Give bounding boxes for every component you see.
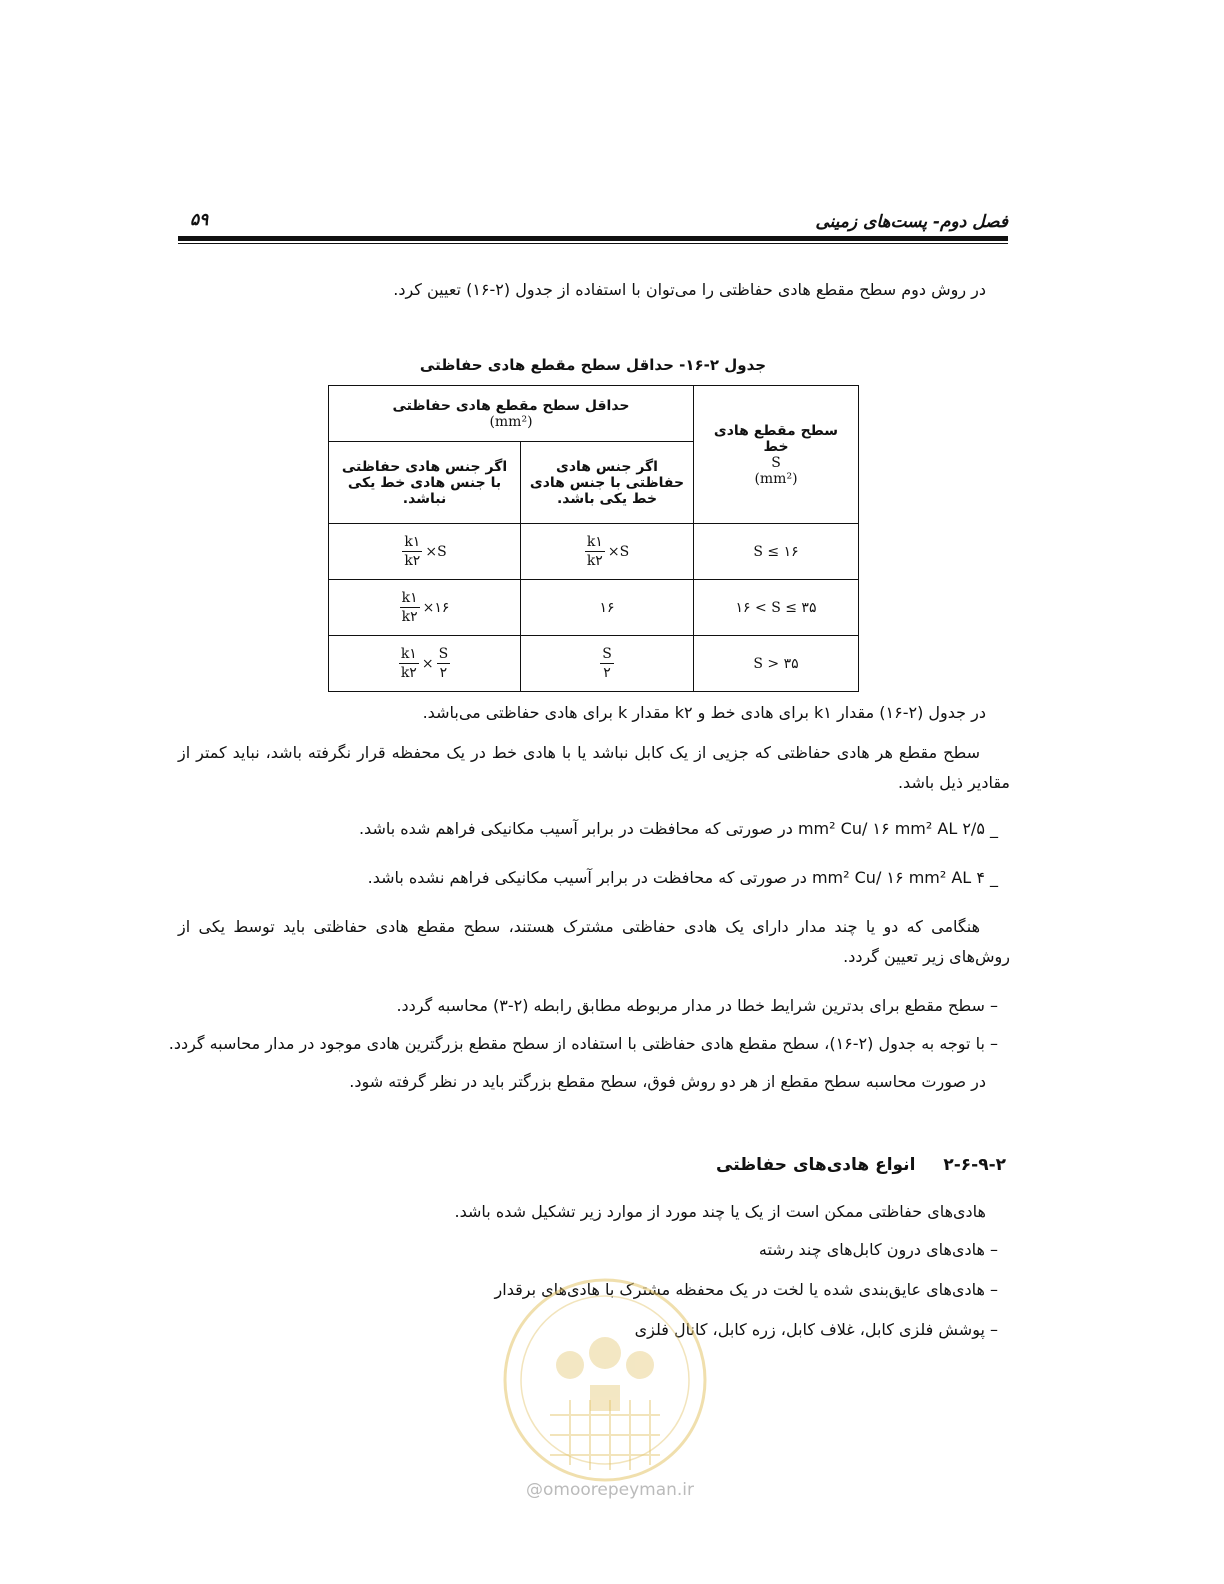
multiplier: ×S [425, 543, 447, 560]
k1-label: k۱ [404, 534, 421, 550]
header-rule-thin [178, 243, 1008, 244]
type-item: – هادی‌های عایق‌بندی شده یا لخت در یک محفظه مشترک با هادی‌های برقدار [494, 1280, 998, 1299]
multiplier: ×S [607, 543, 630, 560]
intro-paragraph: در روش دوم سطح مقطع هادی حفاظتی را می‌توان با استفاده از جدول (۲-۱۶) تعیین کرد. [393, 280, 986, 299]
k1-label: k۱ [400, 646, 417, 662]
line-value: S > ۳۵ [753, 655, 799, 672]
k-fraction [399, 645, 419, 682]
type-item: – پوشش فلزی کابل، غلاف کابل، زره کابل، کانال فلزی [634, 1320, 998, 1339]
same-value: ۱۶ [599, 599, 615, 616]
line-value: ۱۶ < S ≤ ۳۵ [735, 599, 817, 616]
section-heading [716, 1155, 1006, 1175]
same-cell [521, 524, 694, 580]
s-numerator: S [438, 646, 449, 662]
multiplier: × [421, 655, 434, 672]
s-fraction [600, 645, 614, 682]
diff-cell [329, 636, 521, 692]
line-conductor-header [694, 386, 859, 524]
table-caption: جدول ۲-۱۶- حداقل سطح مقطع هادی حفاظتی [419, 356, 767, 374]
watermark-url: @omoorepeyman.ir [525, 1480, 695, 1500]
table-row [329, 636, 859, 692]
type-item: – هادی‌های درون کابل‌های چند رشته [758, 1240, 998, 1259]
k2-label: k۲ [586, 553, 603, 569]
diff-material-header: اگر جنس هادی حفاظتی با جنس هادی خط یکی نباشد. [329, 442, 521, 524]
min-header-label: حداقل سطح مقطع هادی حفاظتی [392, 397, 630, 414]
minimum-values-paragraph [178, 738, 1010, 798]
table-row [329, 580, 859, 636]
section-title-text: انواع هادی‌های حفاظتی [716, 1155, 916, 1175]
line-unit: (mm²) [754, 470, 798, 487]
k-fraction [585, 533, 605, 570]
method-2: – با توجه به جدول (۲-۱۶)، سطح مقطع هادی حفاظتی با استفاده از سطح مقطع بزرگترین هادی موجود در مدار محاسبه گردد. [168, 1034, 998, 1053]
para-shared-text: هنگامی که دو یا چند مدار دارای یک هادی حفاظتی مشترک هستند، سطح مقطع هادی حفاظتی باید توسط یکی از روش‌های زیر تعیین گردد. [178, 917, 1010, 966]
s-numerator: S [602, 646, 612, 662]
section-number: ۲-۶-۹-۲ [943, 1155, 1006, 1175]
header-rule-thick [178, 236, 1008, 241]
para-both: در صورت محاسبه سطح مقطع از هر دو روش فوق، سطح مقطع بزرگتر باید در نظر گرفته شود. [349, 1072, 986, 1091]
diff-cell [329, 524, 521, 580]
item-protected: _ ۲/۵ mm² Cu/ ۱۶ mm² AL در صورتی که محافظت در برابر آسیب مکانیکی فراهم شده باشد. [358, 819, 998, 838]
line-cell [694, 524, 859, 580]
line-cell [694, 636, 859, 692]
k2-label: k۲ [401, 609, 418, 625]
k2-label: k۲ [400, 665, 417, 681]
item-unprotected: _ ۴ mm² Cu/ ۱۶ mm² AL در صورتی که محافظت در برابر آسیب مکانیکی فراهم نشده باشد. [367, 868, 998, 887]
line-header-label: سطح مقطع هادی خط [713, 422, 839, 455]
line-cell [694, 580, 859, 636]
section-intro: هادی‌های حفاظتی ممکن است از یک یا چند مورد از موارد زیر تشکیل شده باشد. [454, 1202, 986, 1221]
multiplier: ×۱۶ [422, 599, 450, 616]
method-1: – سطح مقطع برای بدترین شرایط خطا در مدار مربوطه مطابق رابطه (۲-۳) محاسبه گردد. [396, 996, 998, 1015]
min-unit: (mm²) [489, 413, 533, 430]
s-denominator: ۲ [439, 665, 448, 681]
watermark-logo-icon [500, 1275, 710, 1485]
s-fraction [437, 645, 451, 682]
line-value: S ≤ ۱۶ [753, 543, 799, 560]
same-cell [521, 636, 694, 692]
same-material-header: اگر جنس هادی حفاظتی با جنس هادی خط یکی باشد. [521, 442, 694, 524]
min-protective-header [329, 386, 694, 442]
shared-conductor-paragraph [178, 912, 1010, 972]
same-cell [521, 580, 694, 636]
para-min-text: سطح مقطع هر هادی حفاظتی که جزیی از یک کابل نباشد یا با هادی خط در یک محفظه قرار نگرفته باشد، نباید کمتر از مقادیر ذیل باشد. [178, 743, 1010, 792]
diff-cell [329, 580, 521, 636]
k1-label: k۱ [401, 590, 418, 606]
chapter-title: فصل دوم- پست‌های زمینی [815, 212, 1008, 232]
s-denominator: ۲ [603, 665, 611, 681]
table-row [329, 524, 859, 580]
after-table-paragraph: در جدول (۲-۱۶) مقدار k۱ برای هادی خط و k۲ مقدار k برای هادی حفاظتی می‌باشد. [422, 703, 986, 722]
page-number: ۵۹ [190, 210, 209, 230]
k-fraction [402, 533, 422, 570]
min-cross-section-table [328, 385, 859, 692]
k1-label: k۱ [586, 534, 603, 550]
k-fraction [400, 589, 420, 626]
k2-label: k۲ [404, 553, 421, 569]
line-symbol: S [771, 454, 781, 471]
